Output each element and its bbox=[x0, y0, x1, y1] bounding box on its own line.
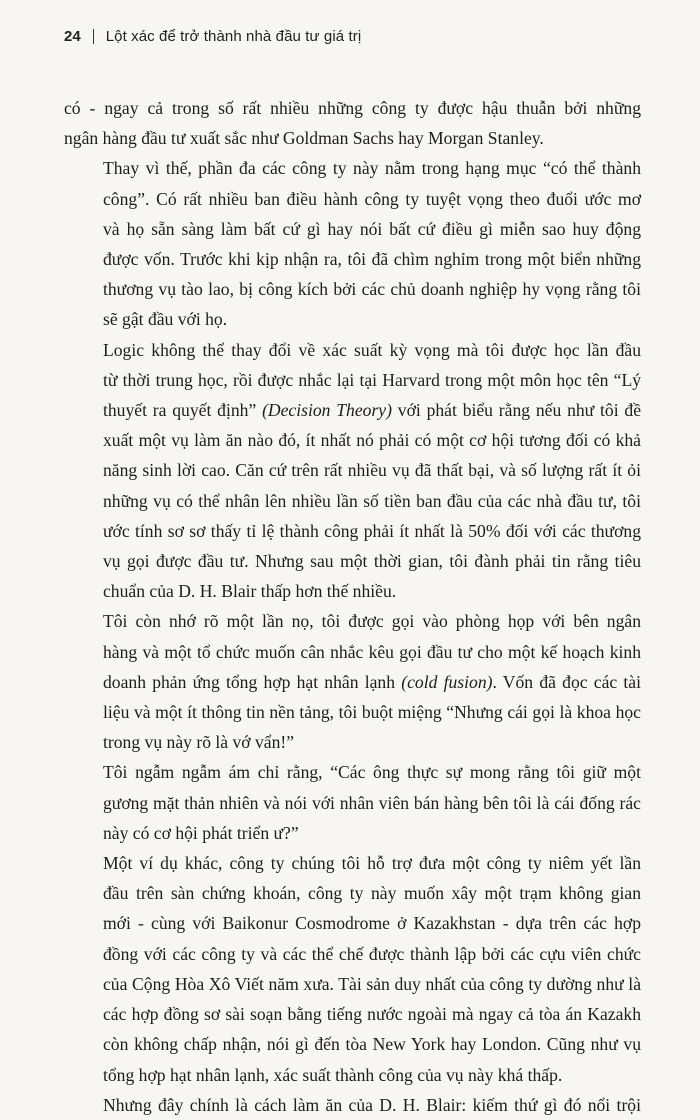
text-line: gương mặt thản nhiên và nói với nhân viên bán hàng bên tôi là cái đống rác bbox=[103, 792, 641, 813]
text-line: đầu trên sàn chứng khoán, công ty này muốn xây một trạm không gian bbox=[103, 883, 641, 904]
paragraph bbox=[64, 1090, 641, 1120]
text-line: tổng hợp hạt nhân lạnh, xác suất thành công của vụ này khá thấp. bbox=[103, 1064, 563, 1085]
text-line: liệu và một ít thông tin nền tảng, tôi buột miệng “Nhưng cái gọi là khoa học bbox=[103, 702, 641, 723]
paragraph bbox=[64, 757, 641, 848]
paragraph bbox=[64, 153, 641, 334]
text-line: được vốn. Trước khi kịp nhận ra, tôi đã chìm nghỉm trong một biển những bbox=[103, 249, 641, 270]
paragraph bbox=[64, 93, 641, 153]
running-header bbox=[64, 24, 361, 48]
text-line: Logic không thể thay đổi về xác suất kỳ vọng mà tôi được học lần đầu bbox=[103, 339, 641, 360]
text-line: doanh phản ứng tổng hợp hạt nhân lạnh (cold fusion). Vốn đã đọc các tài bbox=[103, 671, 641, 692]
text-line: các hợp đồng sơ sài soạn bằng tiếng nước ngoài mà ngay cả tòa án Kazakh bbox=[103, 1004, 641, 1025]
text-line: những vụ có thể nhân lên nhiều lần số tiền ban đầu của các nhà đầu tư, tôi bbox=[103, 490, 641, 511]
text-line: mới - cùng với Baikonur Cosmodrome ở Kazakhstan - dựa trên các hợp bbox=[103, 913, 641, 934]
text-line: đồng với các công ty và các thể chế được thành lập bởi các cựu viên chức bbox=[103, 943, 641, 964]
text-line: trong vụ này rõ là vớ vẩn!” bbox=[103, 732, 295, 753]
body-text bbox=[64, 93, 641, 1120]
text-line: sẽ gật đầu với họ. bbox=[103, 309, 228, 330]
text-line: Thay vì thế, phần đa các công ty này nằm trong hạng mục “có thể thành bbox=[103, 158, 641, 179]
text-line: xuất một vụ làm ăn nào đó, ít nhất nó phải có một cơ hội tương đối có khả bbox=[103, 430, 641, 451]
paragraph bbox=[64, 606, 641, 757]
header-divider bbox=[93, 29, 94, 44]
text-line: chuẩn của D. H. Blair thấp hơn thế nhiều. bbox=[103, 581, 397, 602]
text-line: ngân hàng đầu tư xuất sắc như Goldman Sachs hay Morgan Stanley. bbox=[64, 128, 544, 149]
text-line: vụ gọi được đầu tư. Nhưng sau một thời gian, tôi đành phải tin rằng tiêu bbox=[103, 551, 641, 572]
text-line: này có cơ hội phát triển ư?” bbox=[103, 822, 299, 843]
italic-term: (cold fusion) bbox=[401, 671, 493, 692]
text-line: từ thời trung học, rồi được nhắc lại tại Harvard trong một môn học tên “Lý bbox=[103, 369, 641, 390]
text-line: Một ví dụ khác, công ty chúng tôi hỗ trợ đưa một công ty niêm yết lần bbox=[103, 853, 641, 874]
text-line: của Cộng Hòa Xô Viết năm xưa. Tài sản duy nhất của công ty dường như là bbox=[103, 973, 641, 994]
text-line: có - ngay cả trong số rất nhiều những công ty được hậu thuẫn bởi những bbox=[64, 98, 641, 118]
text-line: hàng và một tổ chức muốn cân nhắc kêu gọi đầu tư cho một kế hoạch kinh bbox=[103, 641, 641, 662]
paragraph bbox=[64, 335, 641, 607]
page-number: 24 bbox=[64, 27, 81, 45]
text-line: còn không chấp nhận, nói gì đến tòa New York hay London. Cũng như vụ bbox=[103, 1034, 641, 1055]
text-line: thuyết ra quyết định” (Decision Theory) với phát biểu rằng nếu như tôi đề bbox=[103, 400, 642, 421]
text-line: thương vụ tào lao, bị công kích bởi các chủ doanh nghiệp hy vọng rằng tôi bbox=[103, 279, 641, 300]
paragraph bbox=[64, 848, 641, 1090]
text-line: Nhưng đây chính là cách làm ăn của D. H. Blair: kiếm thứ gì đó nổi trội bbox=[103, 1094, 641, 1115]
text-line: Tôi còn nhớ rõ một lần nọ, tôi được gọi vào phòng họp với bên ngân bbox=[103, 611, 641, 632]
text-line: ước tính sơ sơ thấy tỉ lệ thành công phải ít nhất là 50% đối với các thương bbox=[103, 520, 641, 541]
italic-term: (Decision Theory) bbox=[262, 400, 392, 421]
book-title: Lột xác để trở thành nhà đầu tư giá trị bbox=[105, 27, 362, 45]
text-line: Tôi ngẫm ngẫm ám chỉ rằng, “Các ông thực sự mong rằng tôi giữ một bbox=[103, 762, 641, 783]
text-line: năng sinh lời cao. Căn cứ trên rất nhiều vụ đã thất bại, và số lượng rất ít ỏi bbox=[103, 460, 641, 481]
text-line: công”. Có rất nhiều ban điều hành công ty tuyệt vọng theo đuổi ước mơ bbox=[103, 188, 641, 209]
text-line: và họ sẵn sàng làm bất cứ gì hay nói bất cứ điều gì miễn sao huy động bbox=[103, 218, 641, 239]
